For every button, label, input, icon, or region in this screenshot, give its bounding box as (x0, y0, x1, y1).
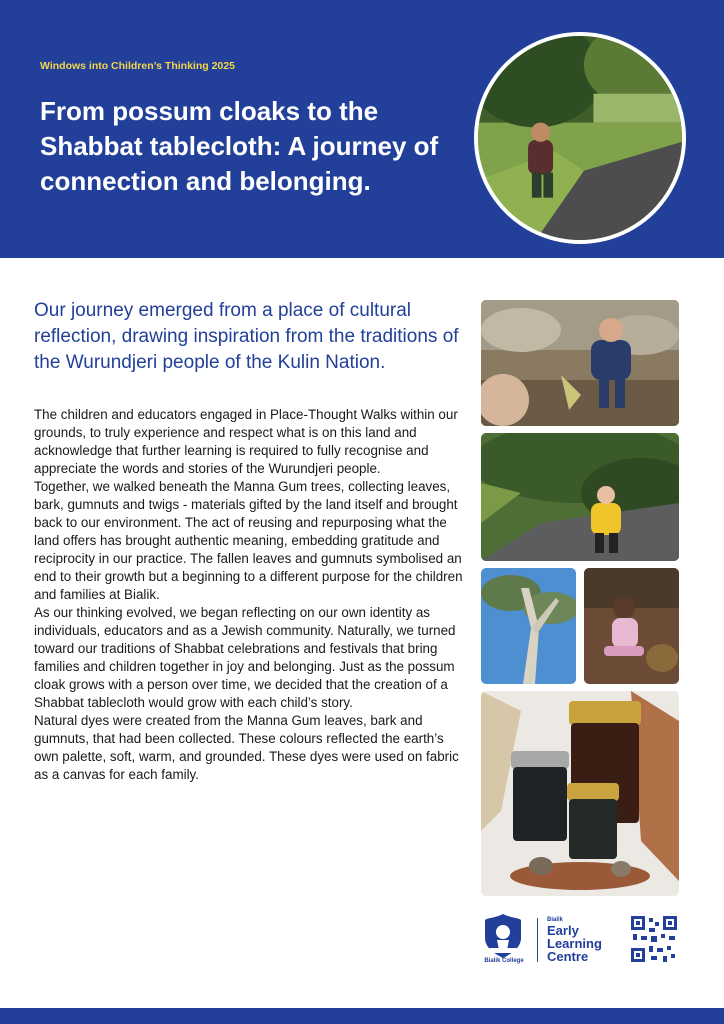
photo-dye-jars-with-leaves (481, 691, 679, 896)
qr-code[interactable] (631, 916, 677, 962)
photo-manna-gum-tree (481, 568, 576, 684)
page-title: From possum cloaks to the Shabbat tablecloth: A journey of connection and belonging. (40, 96, 439, 196)
elc-line-3: Centre (547, 949, 589, 964)
paragraph: Natural dyes were created from the Manna Gum leaves, bark and gumnuts, that had been collected. These colours reflected the earth’s own palette, soft, warm, and grounded. These dyes were used on fabric as a canvas for each family. (34, 713, 459, 782)
header-banner (0, 0, 724, 258)
college-name: Bialik College (484, 958, 524, 964)
footer-logos (481, 912, 681, 968)
eyebrow-label: Windows into Children’s Thinking 2025 (40, 60, 235, 72)
hero-photo-child-walking (474, 32, 686, 244)
footer-bar (0, 1008, 724, 1024)
paragraph: The children and educators engaged in Place-Thought Walks within our grounds, to truly experience and respect what is on this land and acknowledge that further learning is required to fully recognise and appreciate the words and stories of the Wurundjeri people. (34, 407, 458, 476)
photo-toddler-with-leaves (481, 300, 679, 426)
elc-line-1: Early (547, 923, 579, 938)
photo-child-sitting-on-ground (584, 568, 679, 684)
lead-paragraph: Our journey emerged from a place of cultural reflection, drawing inspiration from the traditions of the Wurundjeri people of the Kulin Nation. (34, 300, 459, 373)
early-learning-centre-logo (547, 916, 602, 963)
body-text (34, 406, 464, 784)
paragraph: As our thinking evolved, we began reflecting on our own identity as individuals, educators and as a Jewish community. Naturally, we turned toward our traditions of Shabbat celebrations and festivals that bring families and children together in joy and belonging. Just as the possum cloak grows with a person over time, we decided that the creation of a Shabbat tablecloth would grow with each child’s story. (34, 605, 456, 710)
photo-child-in-yellow-jacket (481, 433, 679, 561)
paragraph: Together, we walked beneath the Manna Gum trees, collecting leaves, bark, gumnuts and twigs - materials gifted by the land itself and brought back to our environment. The act of reusing and repurposing what the land offers has brought authentic meaning, embedding gratitude and reciprocity in our practice. The fallen leaves and gumnuts symbolised an end to their growth but a beginning to a different purpose for the children and families at Bialik. (34, 479, 463, 602)
logo-divider (537, 918, 538, 962)
elc-small-label: Bialik (547, 917, 564, 923)
elc-line-2: Learning (547, 936, 602, 951)
